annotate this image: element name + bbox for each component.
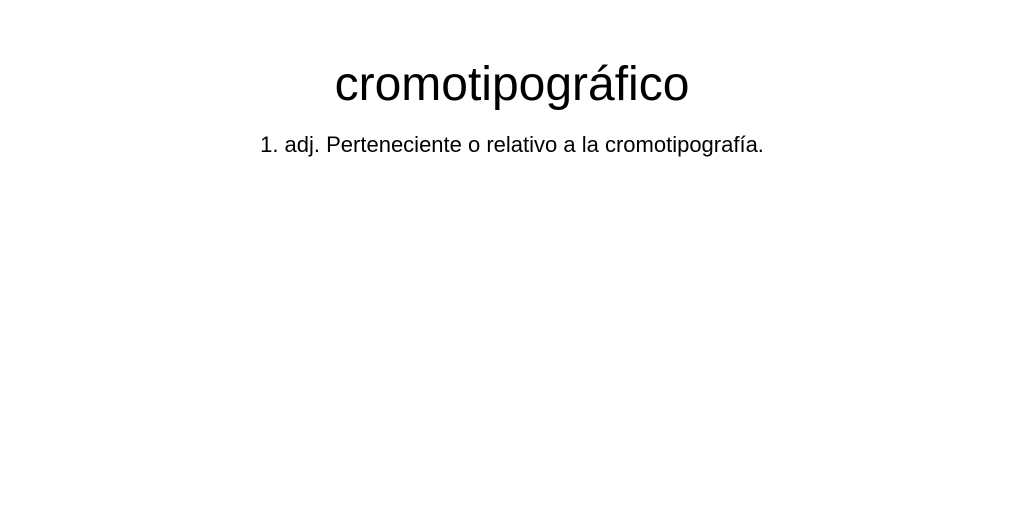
definition-1: 1. adj. Perteneciente o relativo a la cromotipografía. bbox=[260, 132, 764, 157]
headword: cromotipográfico bbox=[334, 58, 690, 111]
